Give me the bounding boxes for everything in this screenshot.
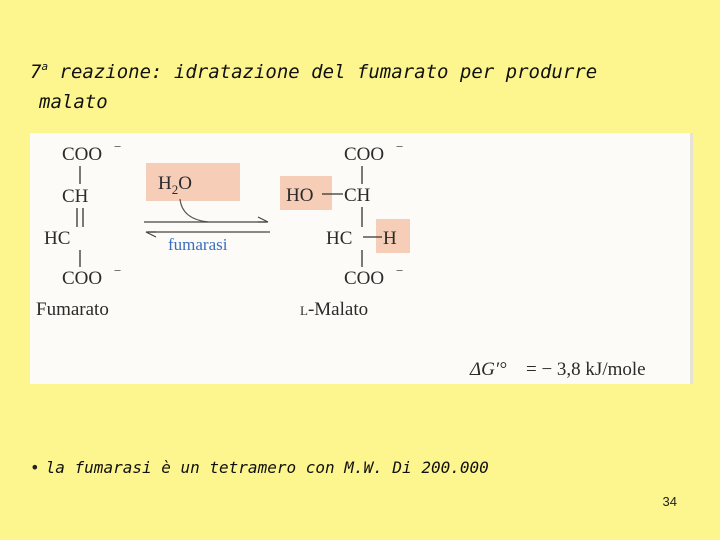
malate-charge-bottom: − <box>396 263 404 278</box>
fumarate-name: Fumarato <box>36 299 109 320</box>
water-label: $H_2O$ <box>158 173 192 197</box>
slide-title <box>30 52 670 117</box>
fumarate-ch: CH <box>62 186 89 207</box>
forward-arrowhead <box>258 217 268 222</box>
title-superscript: a <box>41 60 49 73</box>
malate-ho: HO <box>286 185 314 206</box>
delta-g <box>469 359 646 380</box>
fumarate-charge-bottom: − <box>114 263 122 278</box>
fumarate-coo-top: COO <box>62 144 103 165</box>
title-line-1 <box>30 52 670 87</box>
title-number: 7 <box>30 61 42 83</box>
malate-structure <box>286 139 403 320</box>
delta-g-value: = − 3,8 kJ/mole <box>526 359 646 380</box>
fumarate-structure <box>36 139 121 320</box>
malate-coo-top: COO <box>344 144 385 165</box>
bullet-dot: • <box>30 458 40 477</box>
water-curve <box>180 199 208 222</box>
bullet-point <box>30 458 670 477</box>
bullet-text: la fumarasi è un tetramero con M.W. Di 200.000 <box>45 458 489 477</box>
fumarate-charge-top: − <box>114 139 122 154</box>
malate-h: H <box>383 228 397 249</box>
malate-ch: CH <box>344 185 371 206</box>
fumarate-coo-bottom: COO <box>62 268 103 289</box>
reaction-diagram <box>30 133 690 384</box>
title-line-2: malato <box>39 91 108 113</box>
title-line-1-text: reazione: idratazione del fumarato per produrre <box>48 61 598 83</box>
malate-charge-top: − <box>396 139 404 154</box>
malate-coo-bottom: COO <box>344 268 385 289</box>
reverse-arrowhead <box>146 232 156 237</box>
malate-hc: HC <box>326 228 353 249</box>
enzyme-label: fumarasi <box>168 235 228 254</box>
reaction-figure <box>30 133 693 384</box>
page-number: 34 <box>662 494 677 509</box>
fumarate-hc: HC <box>44 228 71 249</box>
malate-name: L-Malato <box>300 299 369 320</box>
delta-g-symbol: ΔG′° <box>470 359 507 380</box>
